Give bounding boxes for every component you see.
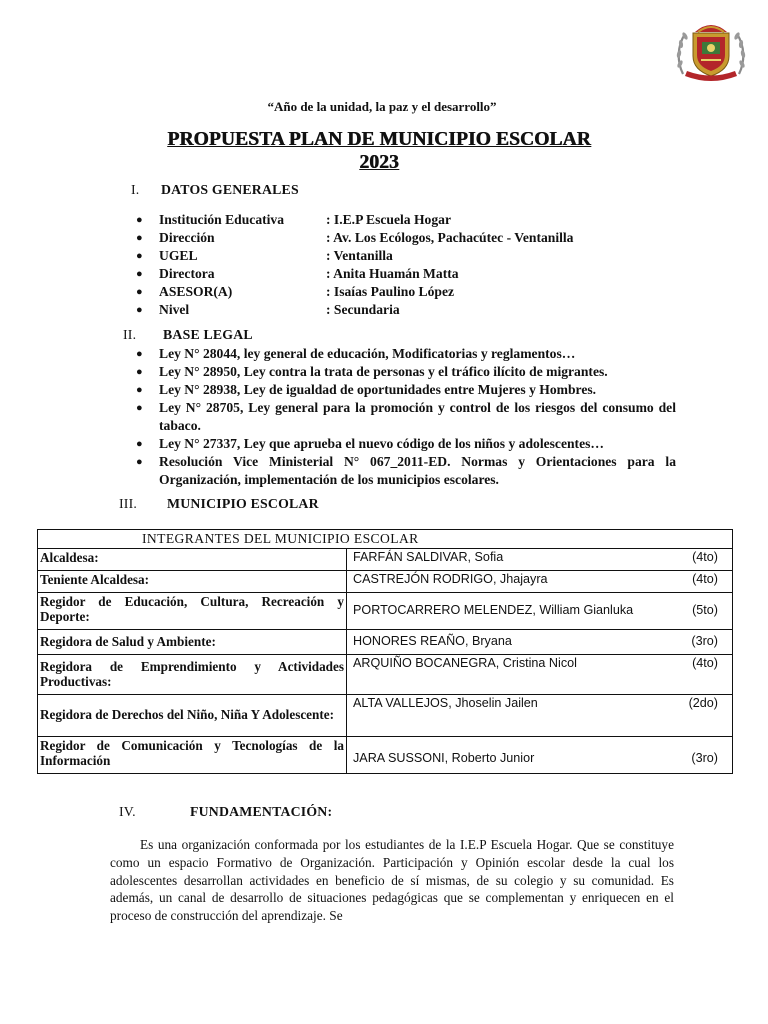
bullet-icon: ● [136, 268, 143, 280]
document-page: “Año de la unidad, la paz y el desarrollo” PROPUESTA PLAN DE MUNICIPIO ESCOLAR 2023 I. DATOS GENERALES ● Institución Educativa : I.E.P Escuela Hogar ● Dirección : Av. Los Ecólogos, Pachacútec - Ventanilla ● UGEL : Ventanilla ● Directora : Anita Huamán Matta ● ASESOR(A) : Isaías Paulino López ● Nivel : Secundaria II. BASE LEGAL ● Ley N° 28044, ley general de educación, Modificatorias y reglamentos… ● Ley N° 28950, Ley contra la trata de personas y el tráfico ilícito de migrantes. ● Ley N° 28938, Ley de igualdad de oportunidades entre Mujeres y Hombres. ● Ley N° 28705, Ley general para la promoción y control de los riesgos del consumo del tabaco. ● Ley N° 27337, Ley que aprueba el nuevo código de los niños y adolescentes… ● Resolución Vice Ministerial N° 067_2011-ED. Normas y Orientaciones para la Organización, implementación de los municipios escolares. III. MUNICIPIO ESCOLAR INTEGRANTES DEL MUNICIPIO ESCOLAR Alcaldesa: FARFÁN SALDIVAR, Sofia (4to) Teniente Alcaldesa: CASTREJÓN RODRIGO, Jhajayra (4to) Regidor de Educación, Cultura, Recreación y Deporte: PORTOCARRERO MELENDEZ, William Gianluka (5to) Regidora de Salud y Ambiente: HONORES REAÑO, Bryana (3ro) Regidora de Emprendimiento y Actividades Productivas: ARQUIÑO BOCANEGRA, Cristina Nicol (4to) Regidora de Derechos del Niño, Niña Y Adolescente: ALTA VALLEJOS, Jhoselin Jailen (2do) Regidor de Comunicación y Tecnologías de la Información JARA SUSSONI, Roberto Junior (3ro) IV. FUNDAMENTACIÓN: Es una organización conformada por los estudiantes de la I.E.P Escuela Hogar. Que se constituye como un espacio Formativo de Organización. Participación y Opinión escolar desde la cual los adolescentes desarrollan actividades en beneficio de sí mismas, de su colegio y su comunidad. Es además, un canal de desarrollo de situaciones pedagógicas que se complementan y enriquecen en el proceso de construcción del aprendizaje. Se [0, 0, 768, 1024]
list-item: ● Ley N° 28044, ley general de educación, Modificatorias y reglamentos… [136, 346, 576, 361]
bullet-icon: ● [136, 304, 143, 316]
school-crest-logo [673, 16, 749, 84]
list-item: ● Directora : Anita Huamán Matta [136, 266, 459, 281]
list-item: ● Resolución Vice Ministerial N° 067_2011-ED. Normas y Orientaciones para la Organización, implementación de los municipios escolares. [136, 454, 676, 487]
table-header: INTEGRANTES DEL MUNICIPIO ESCOLAR [38, 530, 733, 549]
list-item: ● Institución Educativa : I.E.P Escuela Hogar [136, 212, 451, 227]
list-item: ● Ley N° 27337, Ley que aprueba el nuevo código de los niños y adolescentes… [136, 436, 604, 451]
document-year: 2023 [359, 152, 399, 173]
bullet-icon: ● [136, 250, 143, 262]
bullet-icon: ● [136, 438, 143, 450]
list-item: ● Ley N° 28705, Ley general para la promoción y control de los riesgos del consumo del tabaco. [136, 400, 676, 433]
bullet-icon: ● [136, 402, 143, 414]
bullet-icon: ● [136, 366, 143, 378]
bullet-icon: ● [136, 384, 143, 396]
bullet-icon: ● [136, 348, 143, 360]
list-item: ● Nivel : Secundaria [136, 302, 400, 317]
table-row: Teniente Alcaldesa: CASTREJÓN RODRIGO, Jhajayra (4to) [38, 570, 733, 592]
legal-base-list [136, 345, 676, 489]
document-title: PROPUESTA PLAN DE MUNICIPIO ESCOLAR [167, 129, 591, 150]
table-row: Alcaldesa: FARFÁN SALDIVAR, Sofia (4to) [38, 548, 733, 570]
year-motto: “Año de la unidad, la paz y el desarrollo” [267, 99, 497, 114]
table-header-row [38, 530, 733, 549]
bullet-icon: ● [136, 214, 143, 226]
bullet-icon: ● [136, 232, 143, 244]
list-item: ● Dirección : Av. Los Ecólogos, Pachacútec - Ventanilla [136, 230, 574, 245]
table-row: Regidor de Educación, Cultura, Recreación y Deporte: PORTOCARRERO MELENDEZ, William Gianluka (5to) [38, 592, 733, 629]
list-item: ● Ley N° 28950, Ley contra la trata de personas y el tráfico ilícito de migrantes. [136, 364, 608, 379]
list-item: ● ASESOR(A) : Isaías Paulino López [136, 284, 455, 299]
general-data-list [136, 211, 696, 319]
bullet-icon: ● [136, 286, 143, 298]
municipality-members-table [37, 529, 733, 774]
table-row: Regidora de Salud y Ambiente: HONORES REAÑO, Bryana (3ro) [38, 629, 733, 654]
list-item: ● UGEL : Ventanilla [136, 248, 393, 263]
rationale-paragraph: Es una organización conformada por los estudiantes de la I.E.P Escuela Hogar. Que se constituye como un espacio Formativo de Organización. Participación y Opinión escolar desde la cual los adolescentes desarrollan actividades en beneficio de sí mismas, de su colegio y su comunidad. Es además, un canal de desarrollo de situaciones pedagógicas que se complementan y enriquecen en el proceso de construcción del aprendizaje. Se [110, 837, 674, 924]
table-row: Regidora de Emprendimiento y Actividades Productivas: ARQUIÑO BOCANEGRA, Cristina Nicol (4to) [38, 654, 733, 694]
table-row: Regidora de Derechos del Niño, Niña Y Adolescente: ALTA VALLEJOS, Jhoselin Jailen (2do) [38, 694, 733, 736]
list-item: ● Ley N° 28938, Ley de igualdad de oportunidades entre Mujeres y Hombres. [136, 382, 597, 397]
table-row: Regidor de Comunicación y Tecnologías de la Información JARA SUSSONI, Roberto Junior (3ro) [38, 736, 733, 773]
bullet-icon: ● [136, 456, 143, 468]
